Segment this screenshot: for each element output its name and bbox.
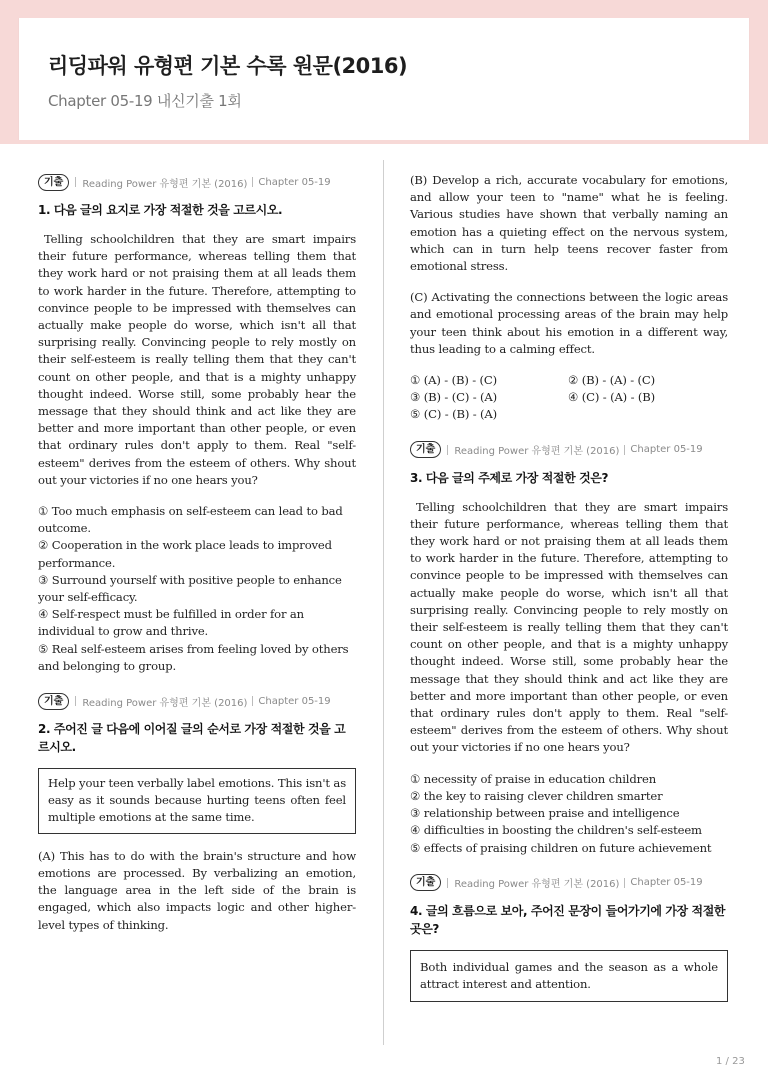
q2-paragraph-a: (A) This has to do with the brain's structure and how emotions are processed. By verbalizing an emotion, the language area in the left side of the brain is engaged, which also impacts logic and other higher-level types of thinking. (38, 848, 356, 932)
option[interactable]: ③ Surround yourself with positive people to enhance your self-efficacy. (38, 572, 342, 605)
q4-question: 4. 글의 흐름으로 보아, 주어진 문장이 들어가기에 가장 적절한 곳은? (410, 903, 726, 936)
source-label: Reading Power 유형편 기본 (2016) (82, 697, 248, 709)
exam-badge: 기출 (38, 693, 69, 710)
q1-options (38, 503, 356, 675)
q2-source-tag (38, 691, 356, 711)
header-left-band (0, 18, 18, 140)
option[interactable]: ③ (B) - (C) - (A) (410, 390, 498, 405)
tag-separator (624, 445, 625, 455)
header-bottom-band (0, 140, 768, 144)
exam-badge: 기출 (410, 441, 441, 458)
q3-options (410, 771, 728, 857)
column-divider (383, 160, 384, 1045)
option[interactable]: ② Cooperation in the work place leads to improved performance. (38, 538, 332, 570)
q2-given-box: Help your teen verbally label emotions. This isn't as easy as it sounds because hurting teens often feel multiple emotions at the same time. (38, 768, 356, 834)
q4-given-box: Both individual games and the season as a whole attract interest and attention. (410, 950, 728, 1002)
option[interactable]: ② (B) - (A) - (C) (568, 373, 656, 388)
option[interactable]: ① Too much emphasis on self-esteem can lead to bad outcome. (38, 504, 343, 536)
q1-question: 1. 다음 글의 요지로 가장 적절한 것을 고르시오. (38, 203, 283, 217)
option[interactable]: ① necessity of praise in education children (410, 771, 657, 786)
q2-paragraph-b: (B) Develop a rich, accurate vocabulary for emotions, and allow your teen to "name" what he is feeling. Various studies have shown that verbally naming an emotion has a quieting effect on the nervous system, which can in turn help teens recover faster from emotional stress. (410, 173, 728, 274)
left-column (38, 172, 356, 934)
tag-separator (252, 696, 253, 706)
source-label: Reading Power 유형편 기본 (2016) (454, 879, 620, 891)
top-accent-bar (0, 0, 768, 18)
q3-source-tag (410, 440, 728, 460)
exam-badge: 기출 (38, 174, 69, 191)
source-label: Reading Power 유형편 기본 (2016) (82, 178, 248, 190)
q1-source-tag (38, 172, 356, 192)
option[interactable]: ① (A) - (B) - (C) (410, 373, 498, 388)
q4-source-tag (410, 873, 728, 893)
option[interactable]: ② the key to raising clever children smarter (410, 788, 663, 803)
tag-separator (624, 878, 625, 888)
q2-paragraph-c: (C) Activating the connections between the logic areas and emotional processing areas of the brain may help your teen think about his emotion in a different way, thus leading to a calming effect. (410, 290, 728, 356)
source-label: Reading Power 유형편 기본 (2016) (454, 446, 620, 458)
page-subtitle: Chapter 05-19 내신기출 1회 (48, 92, 242, 110)
page-title: 리딩파워 유형편 기본 수록 원문(2016) (48, 54, 408, 78)
tag-separator (447, 878, 448, 888)
option[interactable]: ③ relationship between praise and intelligence (410, 806, 680, 821)
option[interactable]: ④ Self-respect must be fulfilled in order for an individual to grow and thrive. (38, 607, 305, 639)
option[interactable]: ⑤ Real self-esteem arises from feeling loved by others and belonging to group. (38, 641, 349, 673)
right-column (410, 172, 728, 1016)
chapter-label: Chapter 05-19 (630, 877, 703, 889)
option[interactable]: ④ difficulties in boosting the children's self-esteem (410, 823, 702, 838)
q3-passage: Telling schoolchildren that they are smart impairs their future performance, whereas telling them that they work hard or not praising them at all leads them to work harder in the future. Therefore, attempting to convince people to be impressed with themselves can actually make people do worse, which isn't all that surprising really. Convincing people to rely mostly on their self-esteem is really telling them that they can't count on other people, and that is a mighty unhappy thought indeed. Worse still, some probably hear the message that they should think and act like they are better and more important than other people, or even that ordinary rules don't apply to them. Real "self-esteem" derives from the esteem of others. Why shout out your victories if no one hears you? (410, 499, 728, 755)
option[interactable]: ④ (C) - (A) - (B) (568, 390, 656, 405)
chapter-label: Chapter 05-19 (630, 444, 703, 456)
exam-badge: 기출 (410, 874, 441, 891)
tag-separator (75, 696, 76, 706)
option[interactable]: ⑤ (C) - (B) - (A) (410, 407, 498, 422)
chapter-label: Chapter 05-19 (258, 695, 331, 707)
chapter-label: Chapter 05-19 (258, 176, 331, 188)
tag-separator (252, 177, 253, 187)
q1-passage: Telling schoolchildren that they are smart impairs their future performance, whereas telling them that they work hard or not praising them at all leads them to work harder in the future. Therefore, attempting to convince people to be impressed with themselves can actually make people do worse, which isn't all that surprising really. Convincing people to rely mostly on their self-esteem is really telling them that they can't count on other people, and that is a mighty unhappy thought indeed. Worse still, some probably hear the message that they should think and act like they are better and more important than other people, or even that ordinary rules don't apply to them. Real "self-esteem" derives from the esteem of others. Why shout out your victories if no one hears you? (38, 232, 356, 487)
q2-question: 2. 주어진 글 다음에 이어질 글의 순서로 가장 적절한 것을 고르시오. (38, 722, 346, 755)
q2-options (410, 372, 728, 424)
q3-question: 3. 다음 글의 주제로 가장 적절한 것은? (410, 470, 609, 485)
header-right-band (750, 18, 768, 140)
tag-separator (75, 177, 76, 187)
tag-separator (447, 445, 448, 455)
page-number: 1 / 23 (716, 1056, 745, 1067)
option[interactable]: ⑤ effects of praising children on future achievement (410, 840, 712, 855)
